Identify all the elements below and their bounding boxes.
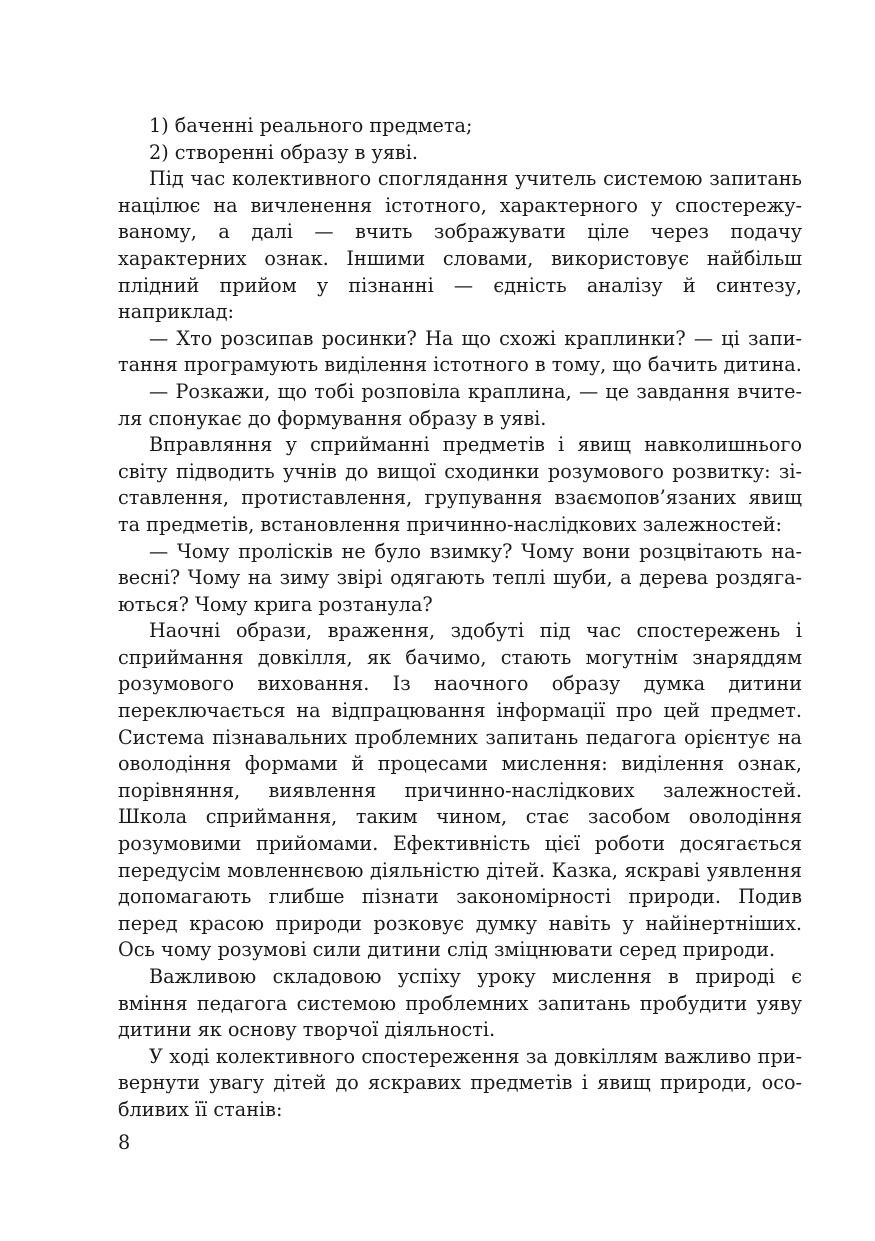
paragraph: Під час колективного споглядання учитель системою запитань націлює на вичленення істотного, характерного у спостережуваному, а далі — вчить зображувати ціле через подачу характерних ознак. Іншими словами, використовує найбільш плідний прийом у пізнанні — єдність аналізу й синтезу, наприклад: bbox=[118, 167, 802, 324]
paragraph: Вправляння у сприйманні предметів і явищ навколишнього світу підводить учнів до вищої сходинки розумового розвитку: зіставлення, протиставлення, групування взаємопов’язаних явищ та предметів, встановлення причинно-наслідкових залежностей: bbox=[118, 433, 802, 536]
page-number: 8 bbox=[118, 1131, 131, 1154]
list-item-2: 2) створенні образу в уяві. bbox=[149, 140, 418, 164]
dialogue-line: — Хто розсипав росинки? На що схожі краплинки? — ці запитання програмують виділення істотного в тому, що бачить дитина. bbox=[118, 326, 802, 377]
paragraph: У ході колективного спостереження за довкіллям важливо привернути увагу дітей до яскравих предметів і явищ природи, особливих її станів: bbox=[118, 1044, 802, 1121]
list-item-1: 1) баченні реального предмета; bbox=[149, 114, 473, 137]
paragraph: Важливою складовою успіху уроку мислення в природі є вміння педагога системою проблемних запитань пробудити уяву дитини як основу творчої діяльності. bbox=[118, 965, 802, 1042]
page-body bbox=[118, 113, 802, 1124]
paragraph: Наочні образи, враження, здобуті під час спостережень і сприймання довкілля, як бачимо, стають могутнім знаряддям розумового виховання. Із наочного образу думка дитини переключається на відпрацювання інформації про цей предмет. Система пізнавальних проблемних запитань педагога орієнтує на оволодіння формами й процесами мислення: виділення ознак, порівняння, виявлення причинно-наслідкових залежностей. Школа сприймання, таким чином, стає засобом оволодіння розумовими прийомами. Ефективність цієї роботи досягається передусім мовленнєвою діяльністю дітей. Казка, яскраві уявлення допомагають глибше пізнати закономірності природи. Подив перед красою природи розковує думку навіть у найінертніших. Ось чому розумові сили дитини слід зміцнювати серед природи. bbox=[118, 619, 802, 962]
dialogue-line: — Розкажи, що тобі розповіла краплина, — це завдання вчителя спонукає до формування образу в уяві. bbox=[118, 379, 802, 430]
dialogue-line: — Чому пролісків не було взимку? Чому вони розцвітають навесні? Чому на зиму звірі одягають теплі шуби, а дерева роздягаються? Чому крига розтанула? bbox=[118, 539, 802, 616]
